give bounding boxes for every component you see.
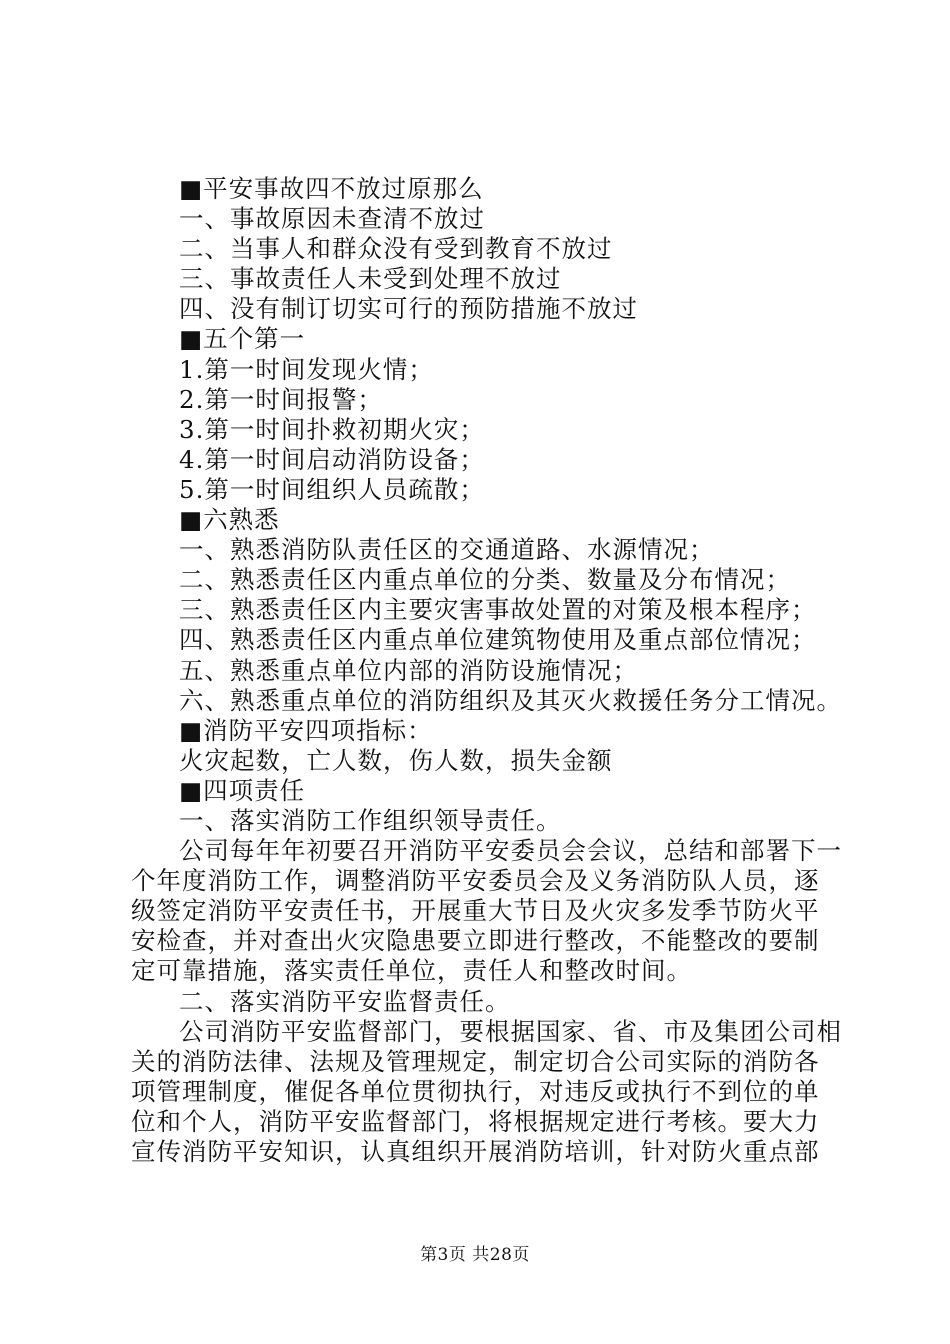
paragraph-line: 安检查，并对查出火灾隐患要立即进行整改，不能整改的要制 <box>131 926 820 956</box>
document-body <box>131 174 842 1167</box>
text-line: 火灾起数，亡人数，伤人数，损失金额 <box>179 745 613 775</box>
list-item: 四、熟悉责任区内重点单位建筑物使用及重点部位情况； <box>179 625 817 655</box>
paragraph-line: 宣传消防平安知识，认真组织开展消防培训，针对防火重点部 <box>131 1137 820 1166</box>
list-item: 3.第一时间扑救初期火灾； <box>179 414 485 444</box>
list-item: 四、没有制订切实可行的预防措施不放过 <box>179 294 638 324</box>
subheading: 一、落实消防工作组织领导责任。 <box>179 805 562 835</box>
list-item: 六、熟悉重点单位的消防组织及其灭火救援任务分工情况。 <box>179 685 842 715</box>
paragraph-line: 公司每年年初要召开消防平安委员会会议，总结和部署下一 <box>179 836 842 866</box>
list-item: 2.第一时间报警； <box>179 384 383 414</box>
section-heading: ■平安事故四不放过原那么 <box>179 174 484 203</box>
paragraph-line: 位和个人，消防平安监督部门，将根据规定进行考核。要大力 <box>131 1106 820 1136</box>
list-item: 一、熟悉消防队责任区的交通道路、水源情况； <box>179 535 715 565</box>
list-item: 二、当事人和群众没有受到教育不放过 <box>179 234 613 264</box>
paragraph-line: 关的消防法律、法规及管理规定，制定切合公司实际的消防各 <box>131 1046 820 1076</box>
subheading: 二、落实消防平安监督责任。 <box>179 986 511 1016</box>
section-heading: ■消防平安四项指标： <box>179 715 433 745</box>
section-heading: ■四项责任 <box>179 775 306 805</box>
paragraph-line: 个年度消防工作，调整消防平安委员会及义务消防队人员，逐 <box>131 866 820 896</box>
list-item: 三、事故责任人未受到处理不放过 <box>179 264 562 294</box>
list-item: 五、熟悉重点单位内部的消防设施情况； <box>179 655 638 685</box>
paragraph-line: 公司消防平安监督部门，要根据国家、省、市及集团公司相 <box>179 1016 842 1046</box>
paragraph-line: 级签定消防平安责任书，开展重大节日及火灾多发季节防火平 <box>131 896 820 926</box>
paragraph-line: 定可靠措施，落实责任单位，责任人和整改时间。 <box>131 956 692 986</box>
page-number-footer: 第3页 共28页 <box>420 1245 530 1265</box>
section-heading: ■六熟悉 <box>179 505 280 535</box>
list-item: 4.第一时间启动消防设备； <box>179 444 485 474</box>
section-heading: ■五个第一 <box>179 324 306 354</box>
list-item: 1.第一时间发现火情； <box>179 354 434 384</box>
list-item: 二、熟悉责任区内重点单位的分类、数量及分布情况； <box>179 565 791 595</box>
paragraph-line: 项管理制度，催促各单位贯彻执行，对违反或执行不到位的单 <box>131 1076 820 1106</box>
list-item: 三、熟悉责任区内主要灾害事故处置的对策及根本程序； <box>179 595 817 625</box>
list-item: 一、事故原因未查清不放过 <box>179 204 485 234</box>
list-item: 5.第一时间组织人员疏散； <box>179 474 485 504</box>
